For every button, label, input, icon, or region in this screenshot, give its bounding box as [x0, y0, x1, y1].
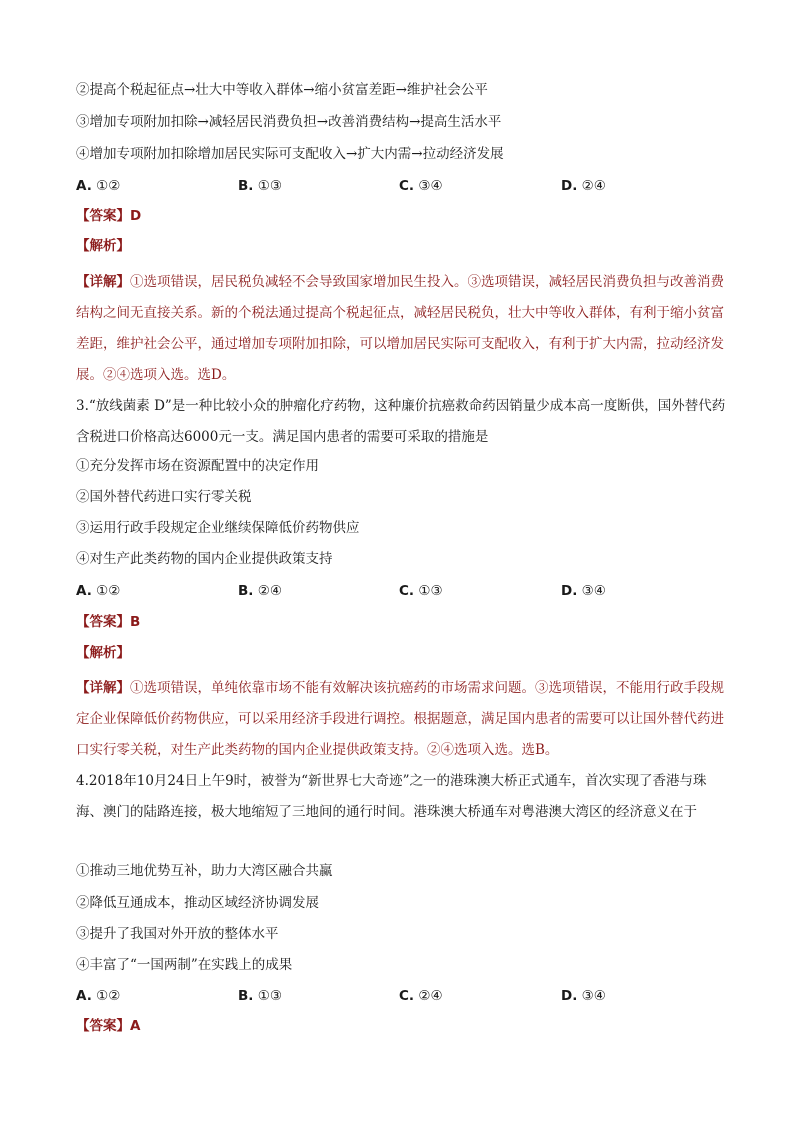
q2-option-a: A. ①②: [76, 178, 121, 194]
q4-stem: 4.2018年10月24日上午9时，被誉为“新世界七大奇迹”之一的港珠澳大桥正式通车，首次实现了香港与珠海、澳门的陆路连接，极大地缩短了三地间的通行时间。港珠澳大桥通车对粤港澳大湾区的经济意义在于: [76, 773, 707, 820]
q2-statement-3: ③增加专项附加扣除→减轻居民消费负担→改善消费结构→提高生活水平: [76, 114, 502, 130]
q2-statement-2: ②提高个税起征点→壮大中等收入群体→缩小贫富差距→维护社会公平: [76, 82, 488, 98]
q4-statement-1: ①推动三地优势互补，助力大湾区融合共赢: [76, 863, 333, 879]
q2-options: [76, 176, 636, 196]
q2-detail: 【详解】①选项错误，居民税负减轻不会导致国家增加民生投入。③选项错误，减轻居民消费负担与改善消费结构之间无直接关系。新的个税法通过提高个税起征点，减轻居民税负，壮大中等收入群体，有利于缩小贫富差距，维护社会公平，通过增加专项附加扣除，可以增加居民实际可支配收入，有利于扩大内需，拉动经济发展。②④选项入选。选D。: [76, 274, 724, 383]
q4-options: [76, 986, 636, 1006]
q4-statement-4: ④丰富了“一国两制”在实践上的成果: [76, 957, 293, 973]
q4-option-b: B. ①③: [238, 988, 282, 1004]
q3-options: [76, 581, 636, 601]
q3-option-d: D. ③④: [561, 583, 606, 599]
q3-option-c: C. ①③: [399, 583, 443, 599]
q3-option-b: B. ②④: [238, 583, 282, 599]
q4-option-a: A. ①②: [76, 988, 121, 1004]
q3-stem: 3.“放线菌素 D”是一种比较小众的肿瘤化疗药物，这种廉价抗癌救命药因销量少成本高一度断供，国外替代药含税进口价格高达6000元一支。满足国内患者的需要可采取的措施是: [76, 398, 726, 445]
q2-option-c: C. ③④: [399, 178, 443, 194]
q3-statement-3: ③运用行政手段规定企业继续保障低价药物供应: [76, 520, 360, 536]
q2-option-b: B. ①③: [238, 178, 282, 194]
q3-option-a: A. ①②: [76, 583, 121, 599]
q4-answer: 【答案】A: [76, 1018, 141, 1034]
q2-answer: 【答案】D: [76, 208, 142, 224]
q2-analysis-label: 【解析】: [76, 238, 130, 254]
q4-option-c: C. ②④: [399, 988, 443, 1004]
q4-statement-2: ②降低互通成本，推动区域经济协调发展: [76, 895, 319, 911]
q3-statement-4: ④对生产此类药物的国内企业提供政策支持: [76, 551, 333, 567]
q3-statement-1: ①充分发挥市场在资源配置中的决定作用: [76, 458, 319, 474]
q4-statement-3: ③提升了我国对外开放的整体水平: [76, 926, 279, 942]
q4-option-d: D. ③④: [561, 988, 606, 1004]
q3-answer: 【答案】B: [76, 614, 141, 630]
q3-statement-2: ②国外替代药进口实行零关税: [76, 489, 252, 505]
q3-analysis-label: 【解析】: [76, 645, 130, 661]
q2-statement-4: ④增加专项附加扣除增加居民实际可支配收入→扩大内需→拉动经济发展: [76, 146, 504, 162]
q2-option-d: D. ②④: [561, 178, 606, 194]
q3-detail: 【详解】①选项错误，单纯依靠市场不能有效解决该抗癌药的市场需求问题。③选项错误，不能用行政手段规定企业保障低价药物供应，可以采用经济手段进行调控。根据题意，满足国内患者的需要可以让国外替代药进口实行零关税，对生产此类药物的国内企业提供政策支持。②④选项入选。选B。: [76, 680, 724, 758]
